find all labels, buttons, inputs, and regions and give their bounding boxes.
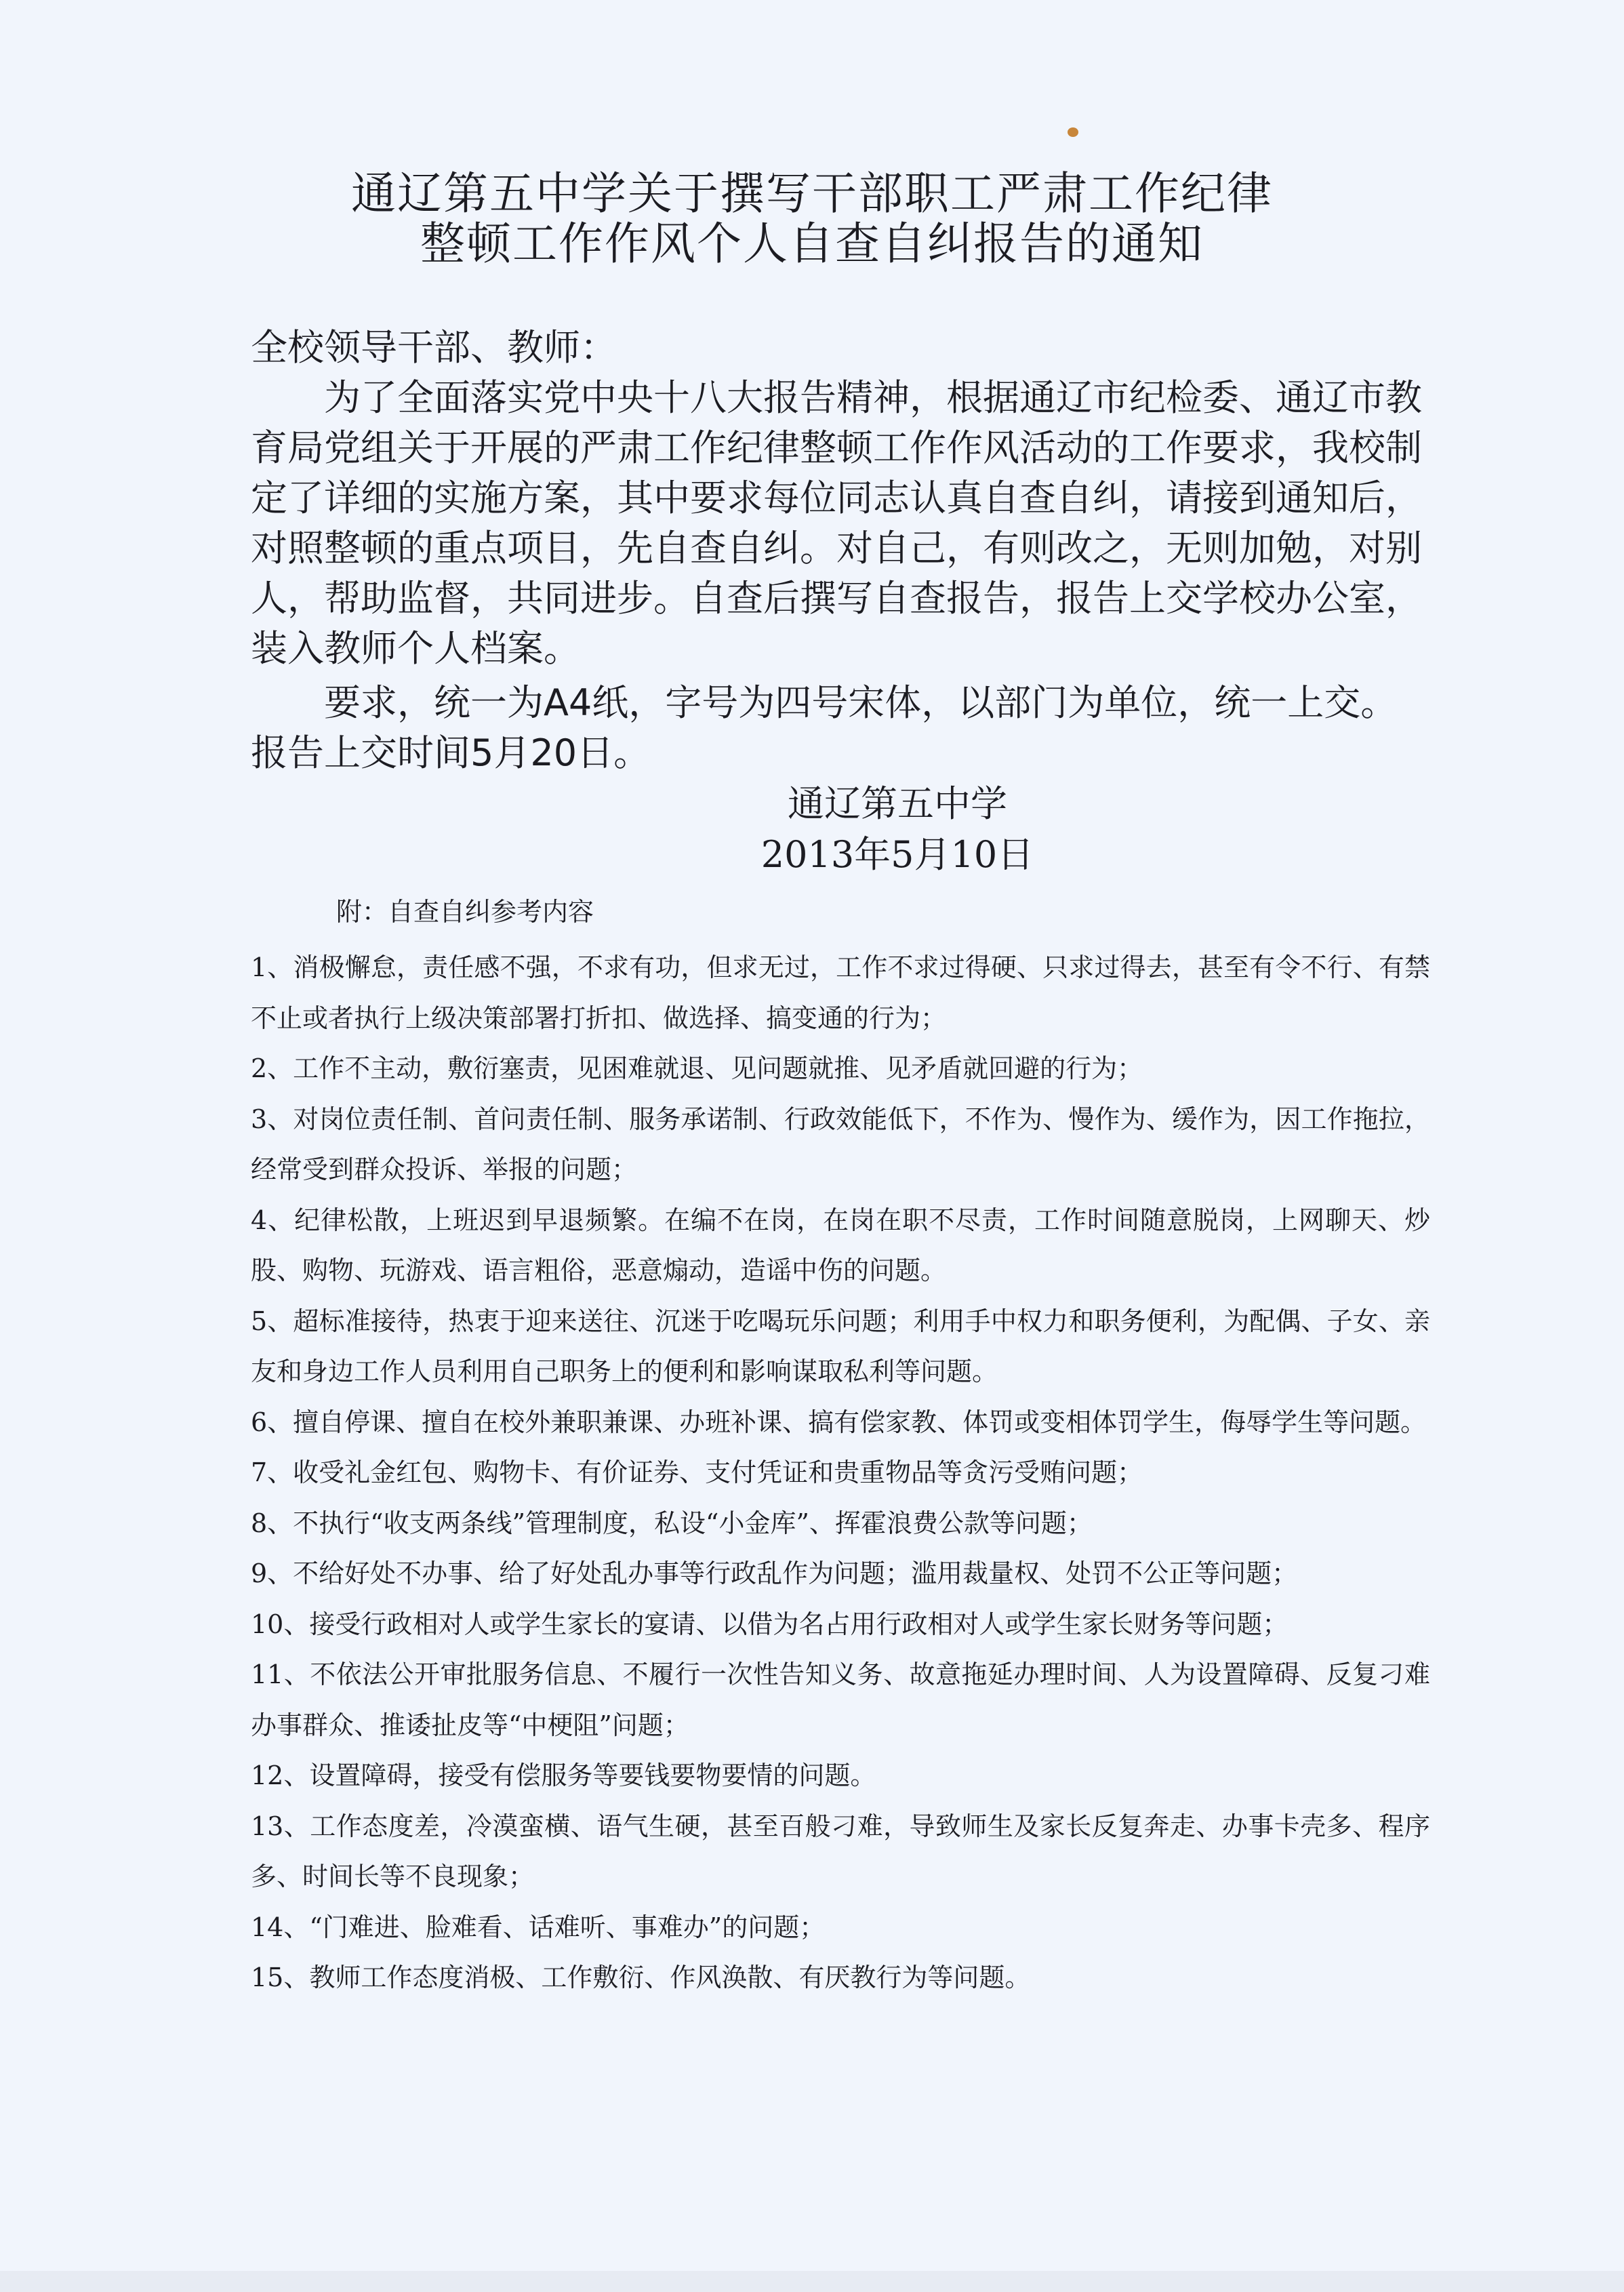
appendix-item: 3、对岗位责任制、首问责任制、服务承诺制、行政效能低下，不作为、慢作为、缓作为，因工作拖拉，经常受到群众投诉、举报的问题； [251,1104,1430,1184]
appendix-item: 8、不执行“收支两条线”管理制度，私设“小金库”、挥霍浪费公款等问题； [251,1508,1093,1538]
appendix-item: 14、“门难进、脸难看、话难听、事难办”的问题； [251,1912,826,1942]
salutation: 全校领导干部、教师： [251,326,617,369]
appendix-item: 15、教师工作态度消极、工作敷衍、作风涣散、有厌教行为等问题。 [251,1963,1031,1992]
body-paragraph-1: 为了全面落实党中央十八大报告精神，根据通辽市纪检委、通辽市教育局党组关于开展的严肃工作纪律整顿工作作风活动的工作要求，我校制定了详细的实施方案，其中要求每位同志认真自查自纠，请接到通知后，对照整顿的重点项目，先自查自纠。对自己，有则改之，无则加勉，对别人，帮助监督，共同进步。自查后撰写自查报告，报告上交学校办公室，装入教师个人档案。 [251,376,1422,670]
appendix-item: 7、收受礼金红包、购物卡、有价证券、支付凭证和贵重物品等贪污受贿问题； [251,1457,1143,1487]
signature-organization: 通辽第五中学 [788,782,1007,825]
appendix-title: 附：自查自纠参考内容 [336,897,594,927]
notice-title-line-1: 通辽第五中学关于撰写干部职工严肃工作纪律 [351,167,1273,220]
appendix-item: 11、不依法公开审批服务信息、不履行一次性告知义务、故意拖延办理时间、人为设置障碍、反复刁难办事群众、推诿扯皮等“中梗阻”问题； [251,1660,1430,1740]
appendix-item: 6、擅自停课、擅自在校外兼职兼课、办班补课、搞有偿家教、体罚或变相体罚学生，侮辱学生等问题。 [251,1407,1427,1437]
appendix-item: 4、纪律松散，上班迟到早退频繁。在编不在岗，在岗在职不尽责，工作时间随意脱岗，上网聊天、炒股、购物、玩游戏、语言粗俗，恶意煽动，造谣中伤的问题。 [251,1205,1430,1285]
appendix-item: 13、工作态度差，冷漠蛮横、语气生硬，甚至百般刁难，导致师生及家长反复奔走、办事卡壳多、程序多、时间长等不良现象； [251,1811,1430,1891]
appendix-item: 9、不给好处不办事、给了好处乱办事等行政乱作为问题；滥用裁量权、处罚不公正等问题； [251,1559,1298,1588]
scan-speck [1068,127,1078,137]
body-paragraph-2: 要求，统一为A4纸，字号为四号宋体，以部门为单位，统一上交。报告上交时间5月20日。 [251,681,1398,774]
signature-date: 2013年5月10日 [760,833,1034,876]
appendix-item: 12、设置障碍，接受有偿服务等要钱要物要情的问题。 [251,1761,876,1790]
appendix-item: 5、超标准接待，热衷于迎来送往、沉迷于吃喝玩乐问题；利用手中权力和职务便利，为配偶、子女、亲友和身边工作人员利用自己职务上的便利和影响谋取私利等问题。 [251,1306,1430,1386]
appendix-item: 1、消极懈怠，责任感不强，不求有功，但求无过，工作不求过得硬、只求过得去，甚至有令不行、有禁不止或者执行上级决策部署打折扣、做选择、搞变通的行为； [251,952,1430,1033]
appendix-item-list [251,942,1430,2003]
appendix-item: 2、工作不主动，敷衍塞责，见困难就退、见问题就推、见矛盾就回避的行为； [251,1053,1143,1083]
appendix-item: 10、接受行政相对人或学生家长的宴请、以借为名占用行政相对人或学生家长财务等问题； [251,1609,1288,1639]
notice-title-line-2: 整顿工作作风个人自查自纠报告的通知 [420,218,1204,270]
scan-bottom-edge [0,2271,1624,2292]
